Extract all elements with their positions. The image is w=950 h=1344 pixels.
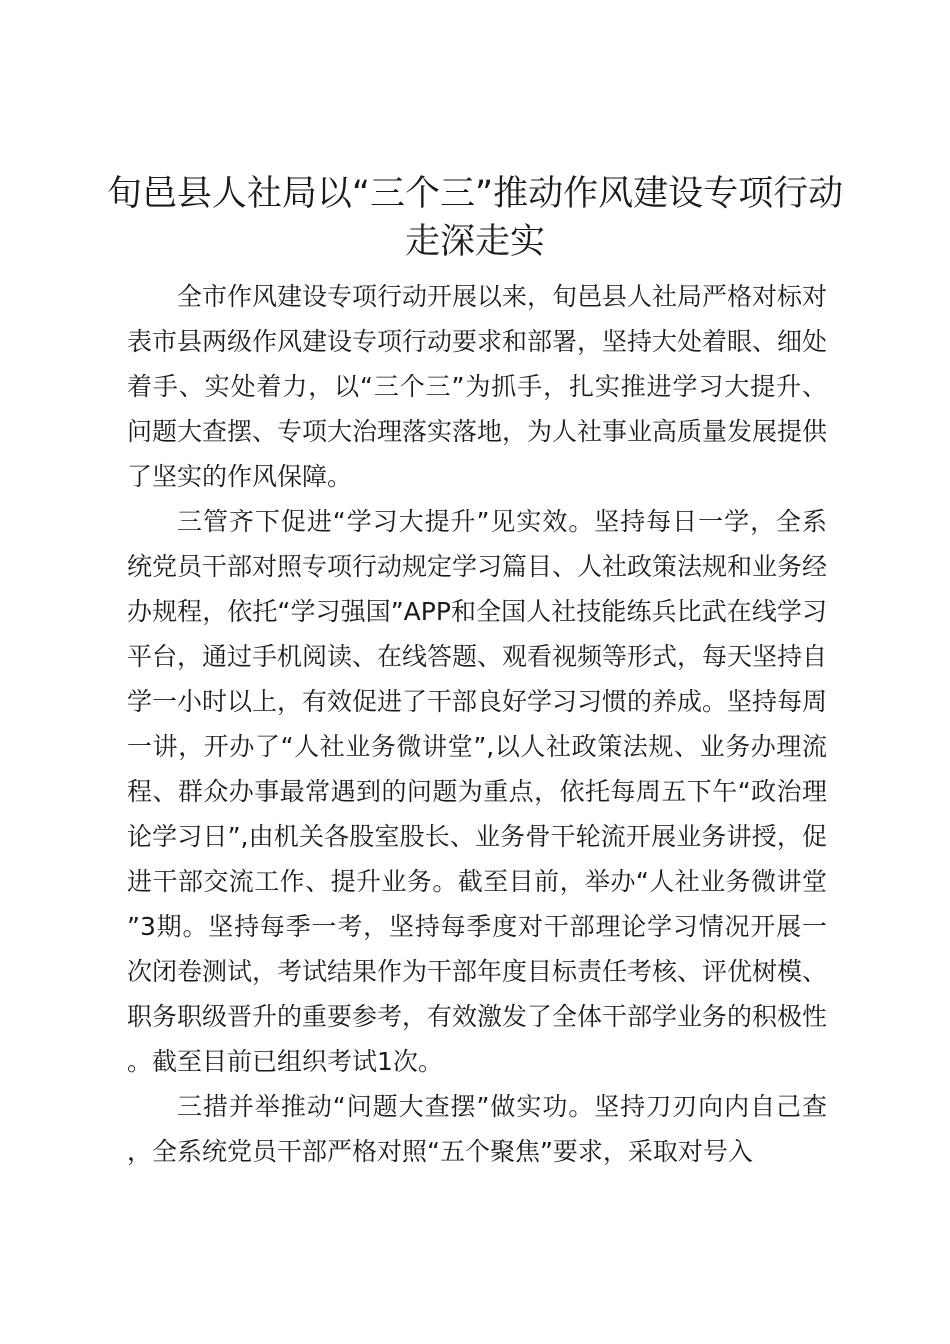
document-body: [127, 274, 827, 1174]
document-title: 旬邑县人社局以“三个三”推动作风建设专项行动走深走实: [106, 174, 844, 262]
paragraph-intro: 全市作风建设专项行动开展以来，旬邑县人社局严格对标对表市县两级作风建设专项行动要求和部署，坚持大处着眼、细处着手、实处着力，以“三个三”为抓手，扎实推进学习大提升、问题大查摆、专项大治理落实落地，为人社事业高质量发展提供了坚实的作风保障。: [127, 282, 828, 491]
paragraph-problems: 三措并举推动“问题大查摆”做实功。坚持刀刃向内自己查，全系统党员干部严格对照“五个聚焦”要求，采取对号入: [127, 1092, 827, 1166]
paragraph-study: 三管齐下促进“学习大提升”见实效。坚持每日一学，全系统党员干部对照专项行动规定学习篇目、人社政策法规和业务经办规程，依托“学习强国”APP和全国人社技能练兵比武在线学习平台，通过手机阅读、在线答题、观看视频等形式，每天坚持自学一小时以上，有效促进了干部良好学习习惯的养成。坚持每周一讲，开办了“人社业务微讲堂”,以人社政策法规、业务办理流程、群众办事最常遇到的问题为重点，依托每周五下午“政治理论学习日”,由机关各股室股长、业务骨干轮流开展业务讲授，促进干部交流工作、提升业务。截至目前，举办“人社业务微讲堂”3期。坚持每季一考，坚持每季度对干部理论学习情况开展一次闭卷测试，考试结果作为干部年度目标责任考核、评优树模、职务职级晋升的重要参考，有效激发了全体干部学业务的积极性。截至目前已组织考试1次。: [127, 507, 828, 1076]
